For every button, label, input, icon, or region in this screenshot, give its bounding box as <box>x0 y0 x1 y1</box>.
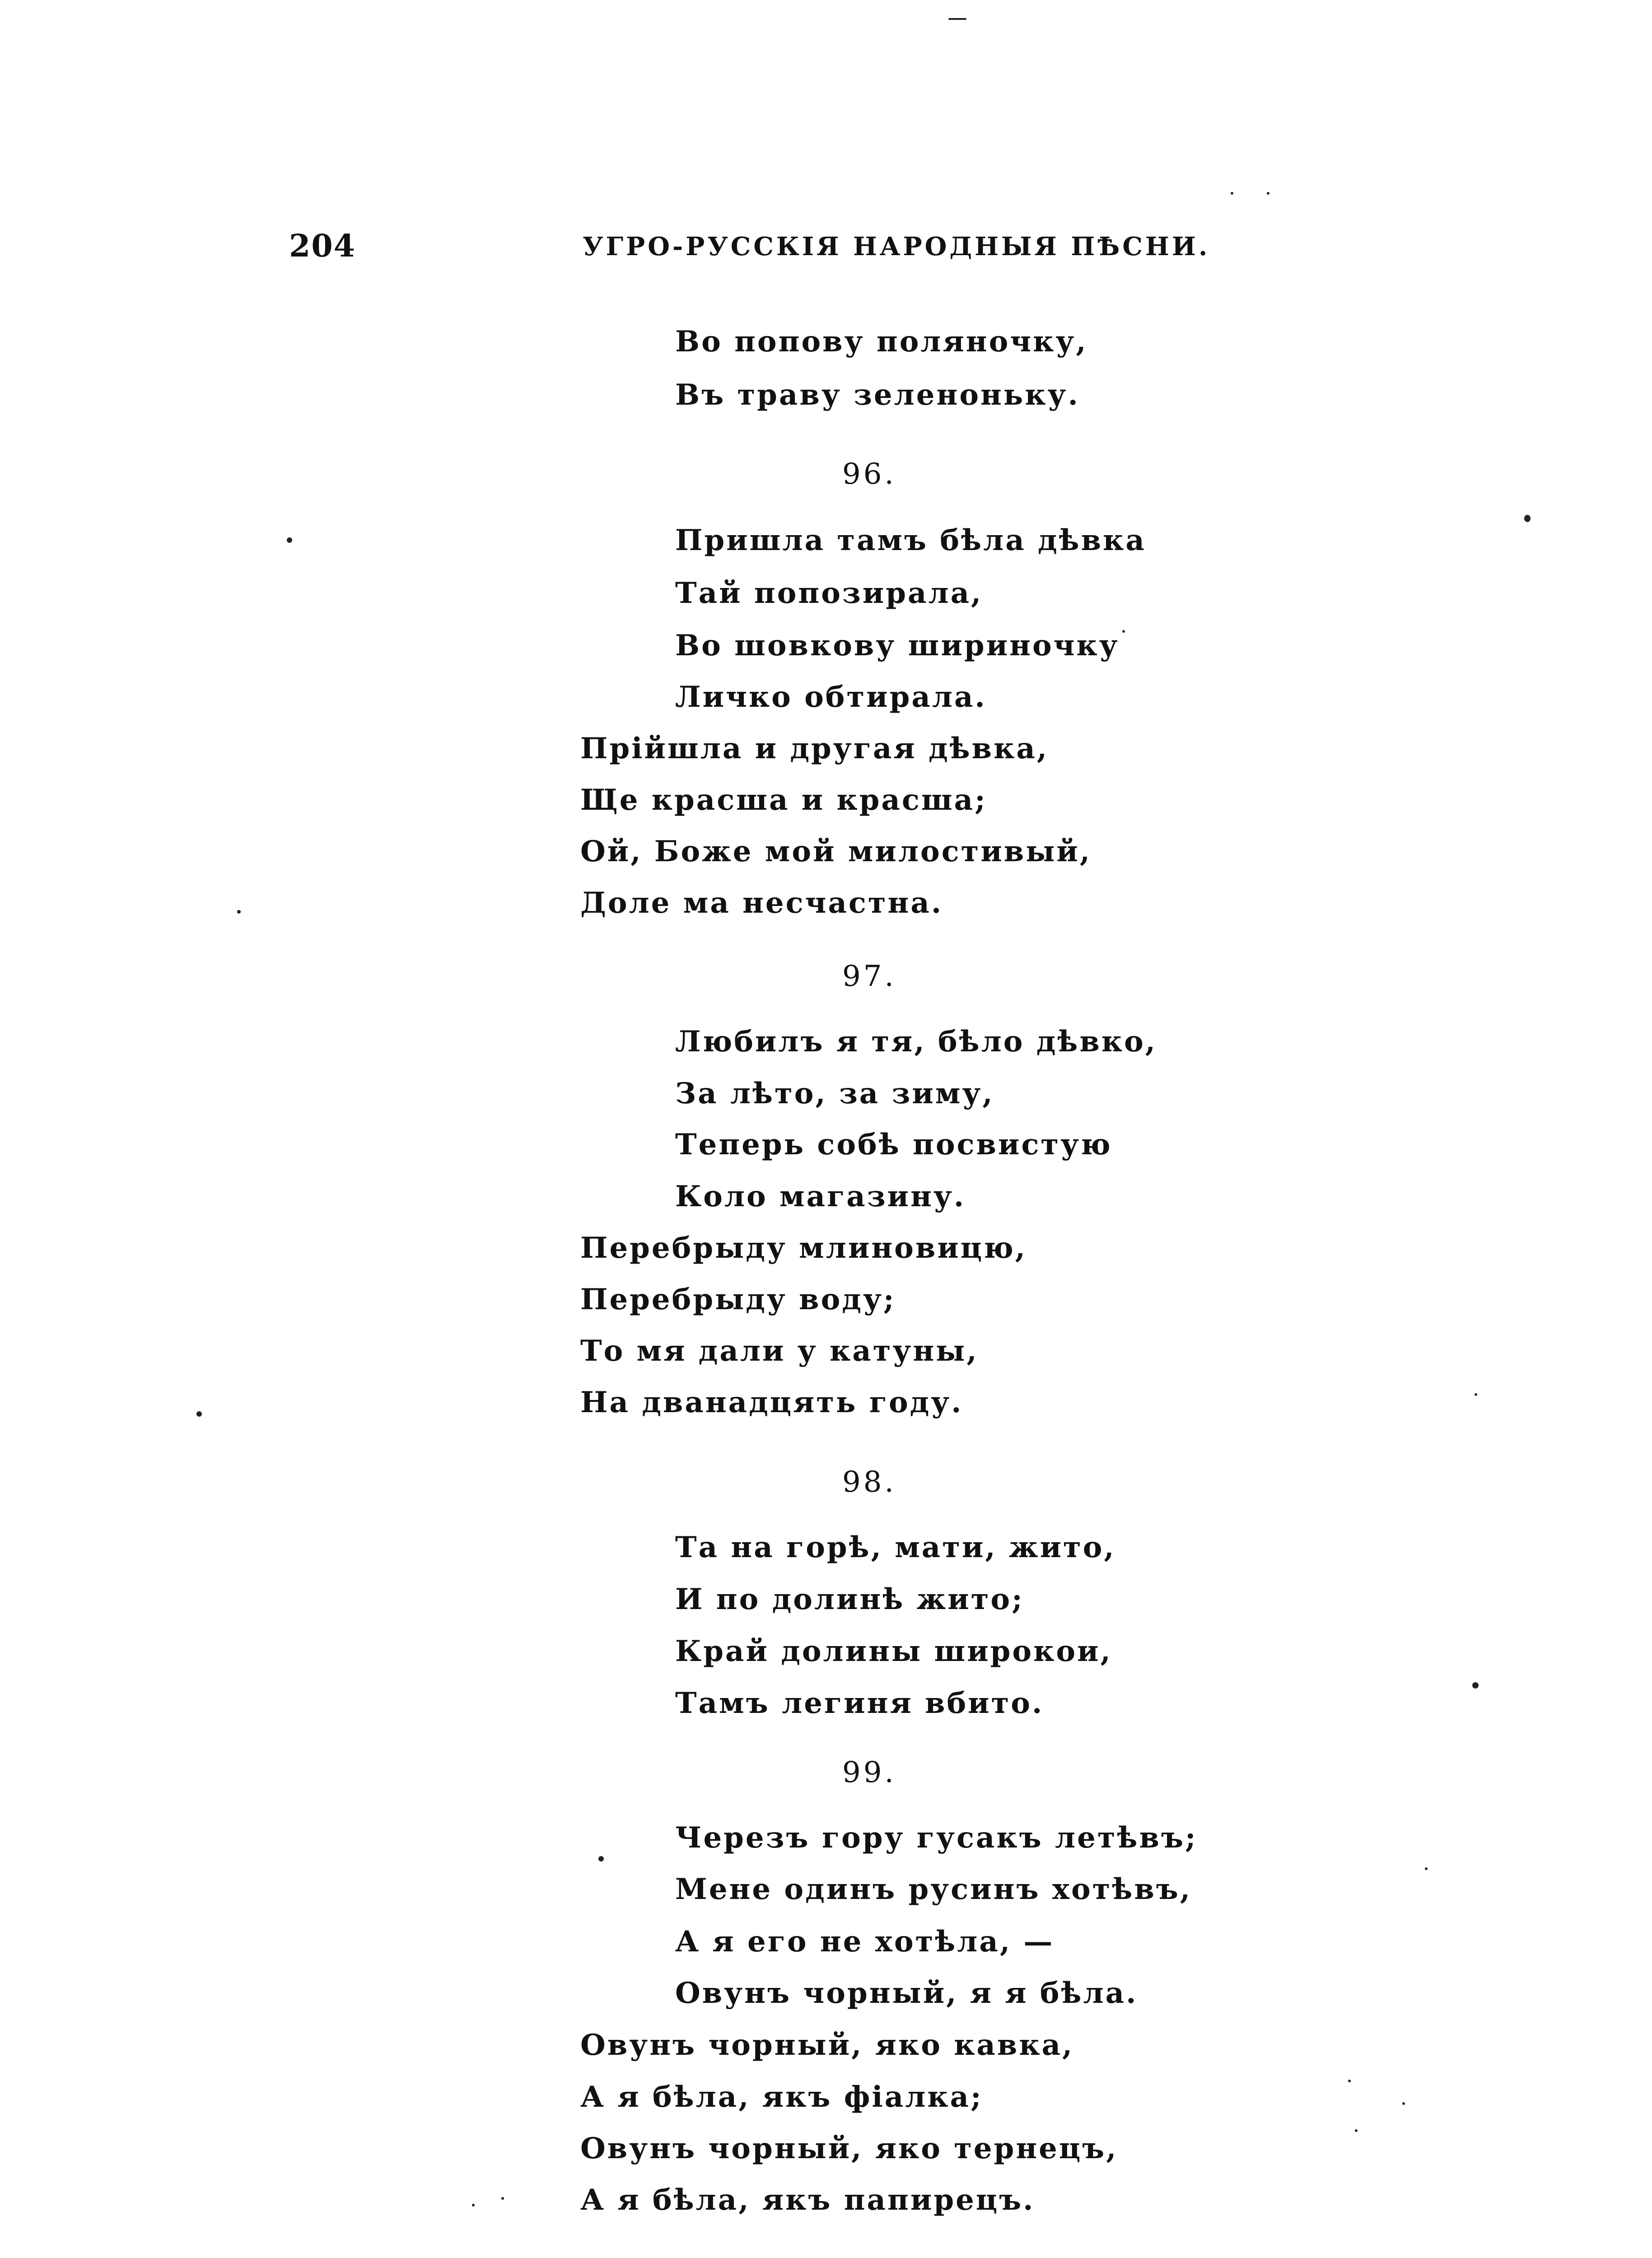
song-line: Ще красша и красша; <box>580 783 987 817</box>
song-line: Тай попозирала, <box>675 576 983 610</box>
scan-speck <box>598 1856 604 1861</box>
page-header <box>289 228 1210 269</box>
song-line: Во шовкову шириночку <box>675 629 1120 662</box>
page-number: 204 <box>289 228 356 264</box>
song-line: Коло магазину. <box>675 1180 966 1213</box>
song-line: А я бѣла, якъ папирецъ. <box>580 2183 1035 2217</box>
scan-speck <box>948 18 966 20</box>
song-line: Тамъ легиня вбито. <box>675 1686 1044 1720</box>
song-number: 98. <box>842 1465 896 1499</box>
song-line: А я его не хотѣла, — <box>675 1925 1055 1959</box>
scan-speck <box>1472 1682 1479 1689</box>
song-line: То мя дали у катуны, <box>580 1334 979 1368</box>
intro-line: Во попову поляночку, <box>675 325 1088 359</box>
scan-speck <box>1402 2102 1405 2105</box>
scan-speck <box>1122 630 1125 633</box>
scan-speck <box>1231 192 1233 195</box>
song-line: Овунъ чорный, яко кавка, <box>580 2028 1074 2062</box>
intro-line: Въ траву зеленоньку. <box>675 378 1080 412</box>
song-line: Доле ма несчастна. <box>580 886 943 920</box>
song-line: А я бѣла, якъ фіалка; <box>580 2080 983 2114</box>
song-line: Та на горѣ, мати, жито, <box>675 1530 1116 1564</box>
scan-speck <box>1348 2080 1351 2082</box>
scan-speck <box>1355 2129 1358 2132</box>
song-line: Личко обтирала. <box>675 680 987 714</box>
song-line: Теперь собѣ посвистую <box>675 1128 1112 1162</box>
scan-speck <box>501 2197 504 2200</box>
song-line: Перебрыду воду; <box>580 1283 896 1316</box>
song-line: Прійшла и другая дѣвка, <box>580 732 1049 765</box>
running-title: УГРО-РУССКІЯ НАРОДНЫЯ ПѢСНИ. <box>583 232 1210 261</box>
song-line: Овунъ чорный, яко тернецъ, <box>580 2132 1118 2165</box>
scan-speck <box>196 1411 202 1417</box>
song-line: Край долины широкои, <box>675 1634 1112 1668</box>
song-line: Перебрыду млиновицю, <box>580 1231 1027 1265</box>
scan-speck <box>237 910 241 914</box>
scan-speck <box>1267 192 1269 195</box>
song-line: Ой, Боже мой милостивый, <box>580 835 1092 868</box>
song-line: На дванадцять году. <box>580 1386 963 1419</box>
song-number: 99. <box>842 1756 896 1789</box>
song-line: За лѣто, за зиму, <box>675 1077 994 1110</box>
song-line: Любилъ я тя, бѣло дѣвко, <box>675 1025 1157 1059</box>
scan-speck <box>1524 515 1531 522</box>
song-number: 96. <box>842 457 896 491</box>
song-number: 97. <box>842 960 896 993</box>
song-line: Черезъ гору гусакъ летѣвъ; <box>675 1821 1198 1855</box>
song-line: Мене одинъ русинъ хотѣвъ, <box>675 1872 1192 1906</box>
scan-speck <box>1475 1393 1477 1396</box>
song-line: Овунъ чорный, я я бѣла. <box>675 1976 1138 2010</box>
scan-speck <box>1425 1867 1428 1870</box>
scan-speck <box>287 537 292 543</box>
song-line: Пришла тамъ бѣла дѣвка <box>675 523 1146 557</box>
song-line: И по долинѣ жито; <box>675 1582 1024 1616</box>
scan-speck <box>472 2204 475 2207</box>
